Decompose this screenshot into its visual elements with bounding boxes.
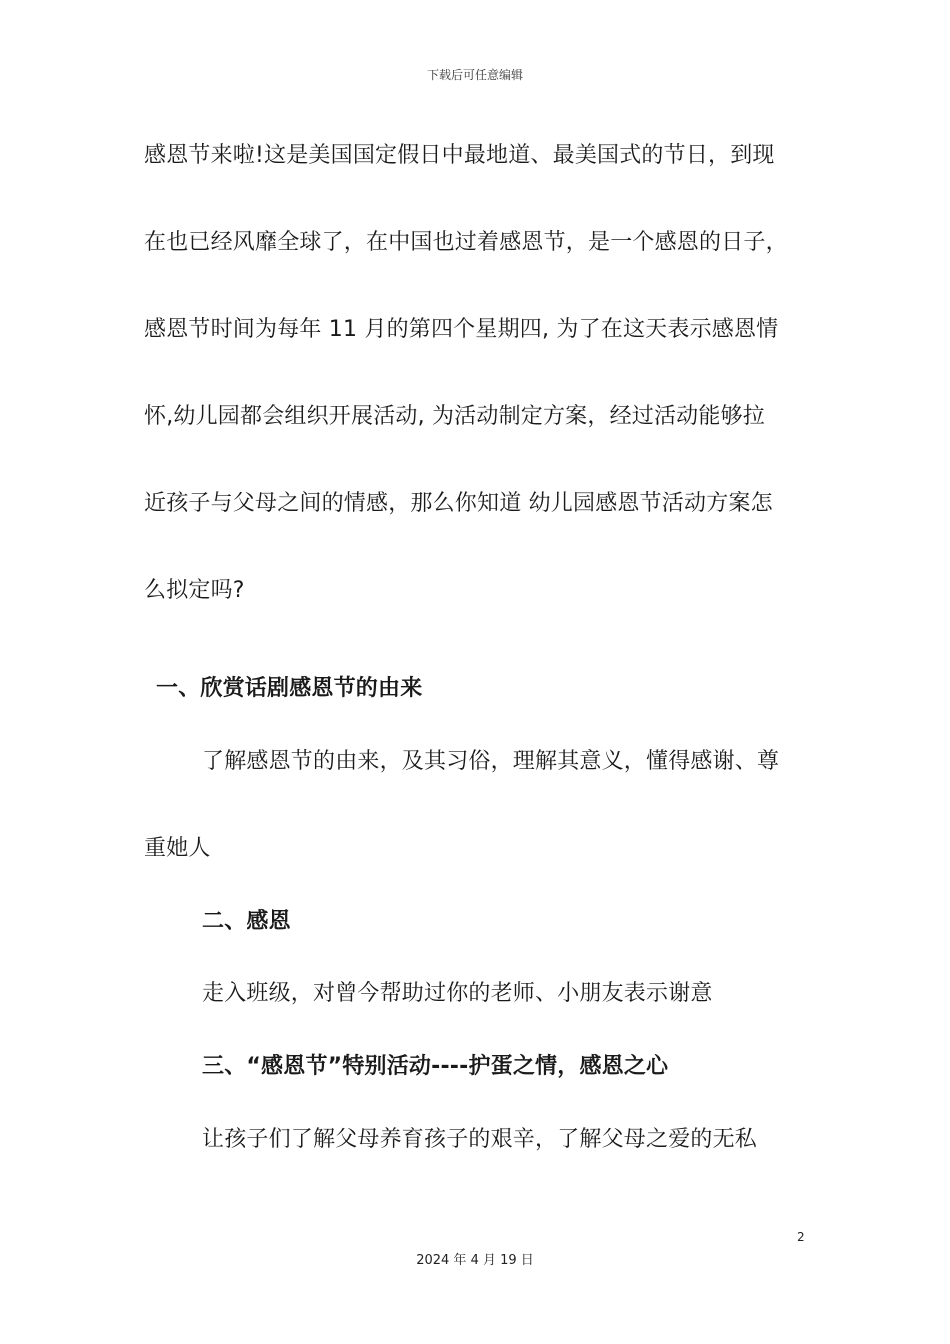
intro-line-6: 么拟定吗?: [144, 578, 245, 603]
section1-heading: 一、欣赏话剧感恩节的由来: [156, 676, 423, 701]
intro-line-4: 怀,幼儿园都会组织开展活动, 为活动制定方案，经过活动能够拉: [144, 404, 765, 429]
section2-heading: 二、感恩: [202, 909, 291, 934]
footer-date: 2024 年 4 月 19 日: [416, 1253, 534, 1268]
page-number: 2: [797, 1230, 805, 1244]
section3-body: 让孩子们了解父母养育孩子的艰辛，了解父母之爱的无私: [202, 1127, 758, 1152]
section1-body-line-1: 了解感恩节的由来，及其习俗，理解其意义，懂得感谢、尊: [202, 749, 780, 774]
intro-line-1: 感恩节来啦!这是美国国定假日中最地道、最美国式的节日，到现: [144, 143, 775, 168]
section1-body-line-2: 重她人: [144, 836, 211, 861]
intro-line-5: 近孩子与父母之间的情感，那么你知道 幼儿园感恩节活动方案怎: [144, 491, 773, 516]
page-header: 下载后可任意编辑: [426, 68, 523, 82]
section2-body: 走入班级，对曾今帮助过你的老师、小朋友表示谢意: [202, 981, 713, 1006]
intro-line-2: 在也已经风靡全球了，在中国也过着感恩节，是一个感恩的日子，: [144, 230, 788, 255]
intro-line-3: 感恩节时间为每年 11 月的第四个星期四, 为了在这天表示感恩情: [144, 317, 779, 342]
section3-heading: 三、“感恩节”特别活动----护蛋之情，感恩之心: [202, 1054, 669, 1079]
